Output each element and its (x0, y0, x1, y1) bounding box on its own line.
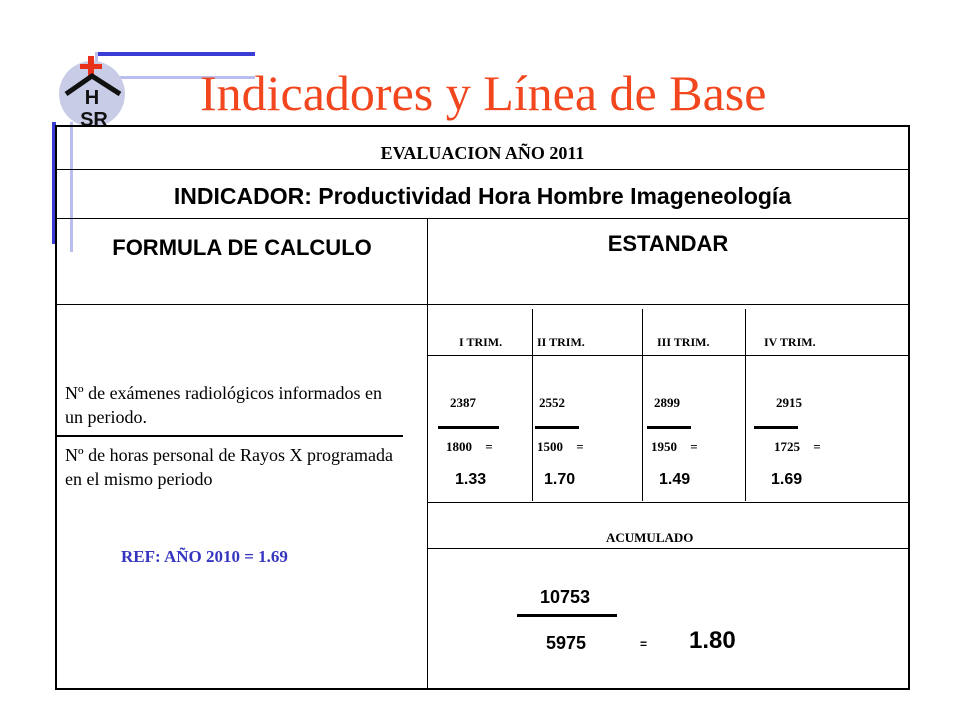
evaluation-heading: EVALUACION AÑO 2011 (380, 143, 585, 163)
quarter-divider (532, 309, 533, 501)
accumulated-result: 1.80 (689, 627, 736, 654)
equals-sign: = (576, 439, 584, 454)
quarter-label-1: I TRIM. (459, 335, 503, 349)
row-divider (428, 502, 908, 503)
quarter-fraction-bar-2 (535, 426, 579, 429)
equals-sign: = (813, 439, 821, 454)
indicator-table (55, 125, 910, 690)
quarter-result-3: 1.49 (659, 471, 691, 488)
quarter-denominator-2 (537, 439, 584, 455)
quarter-label-4: IV TRIM. (764, 335, 816, 349)
quarter-denominator-4 (774, 439, 821, 455)
quarter-fraction-bar-4 (754, 426, 798, 429)
quarter-numerator-2: 2552 (539, 395, 565, 410)
quarter-fraction-bar-1 (438, 426, 499, 429)
quarter-label-2: II TRIM. (537, 335, 585, 349)
denominator-value: 1500 (537, 439, 563, 454)
quarter-fraction-bar-3 (647, 426, 691, 429)
accumulated-fraction-bar (517, 614, 617, 617)
row-divider (428, 548, 908, 549)
fraction-bar (57, 435, 403, 437)
svg-text:SR: SR (80, 109, 108, 130)
quarter-result-2: 1.70 (544, 471, 576, 488)
denominator-value: 1800 (446, 439, 472, 454)
reference-value: REF: AÑO 2010 = 1.69 (121, 547, 288, 566)
standard-column-header: ESTANDAR (607, 231, 729, 256)
quarter-divider (642, 309, 643, 501)
formula-column-header: FORMULA DE CALCULO (112, 235, 372, 260)
denominator-value: 1725 (774, 439, 800, 454)
indicator-heading: INDICADOR: Productividad Hora Hombre Imageneología (173, 183, 792, 209)
accumulated-numerator: 10753 (540, 587, 591, 607)
page-title: Indicadores y Línea de Base (200, 65, 767, 121)
accumulated-denominator: 5975 (546, 633, 587, 653)
formula-numerator: Nº de exámenes radiológicos informados en un periodo. (65, 383, 382, 427)
row-divider (57, 218, 908, 219)
row-divider (428, 355, 908, 356)
quarter-numerator-4: 2915 (776, 395, 802, 410)
denominator-value: 1950 (651, 439, 677, 454)
equals-sign: = (690, 439, 698, 454)
quarter-numerator-1: 2387 (450, 395, 476, 410)
quarter-numerator-3: 2899 (654, 395, 680, 410)
formula-denominator: Nº de horas personal de Rayos X programada en el mismo periodo (65, 445, 393, 489)
accumulated-equals: = (640, 637, 648, 651)
row-divider (57, 169, 908, 170)
svg-text:H: H (84, 87, 100, 109)
quarter-result-1: 1.33 (455, 471, 487, 488)
quarter-label-3: III TRIM. (657, 335, 710, 349)
quarter-denominator-1 (446, 439, 493, 455)
quarter-denominator-3 (651, 439, 698, 455)
column-divider (427, 219, 428, 690)
quarter-result-4: 1.69 (771, 471, 803, 488)
equals-sign: = (485, 439, 493, 454)
accumulated-label: ACUMULADO (606, 530, 694, 545)
hsr-logo (50, 50, 140, 130)
row-divider (57, 304, 908, 305)
quarter-divider (745, 309, 746, 501)
